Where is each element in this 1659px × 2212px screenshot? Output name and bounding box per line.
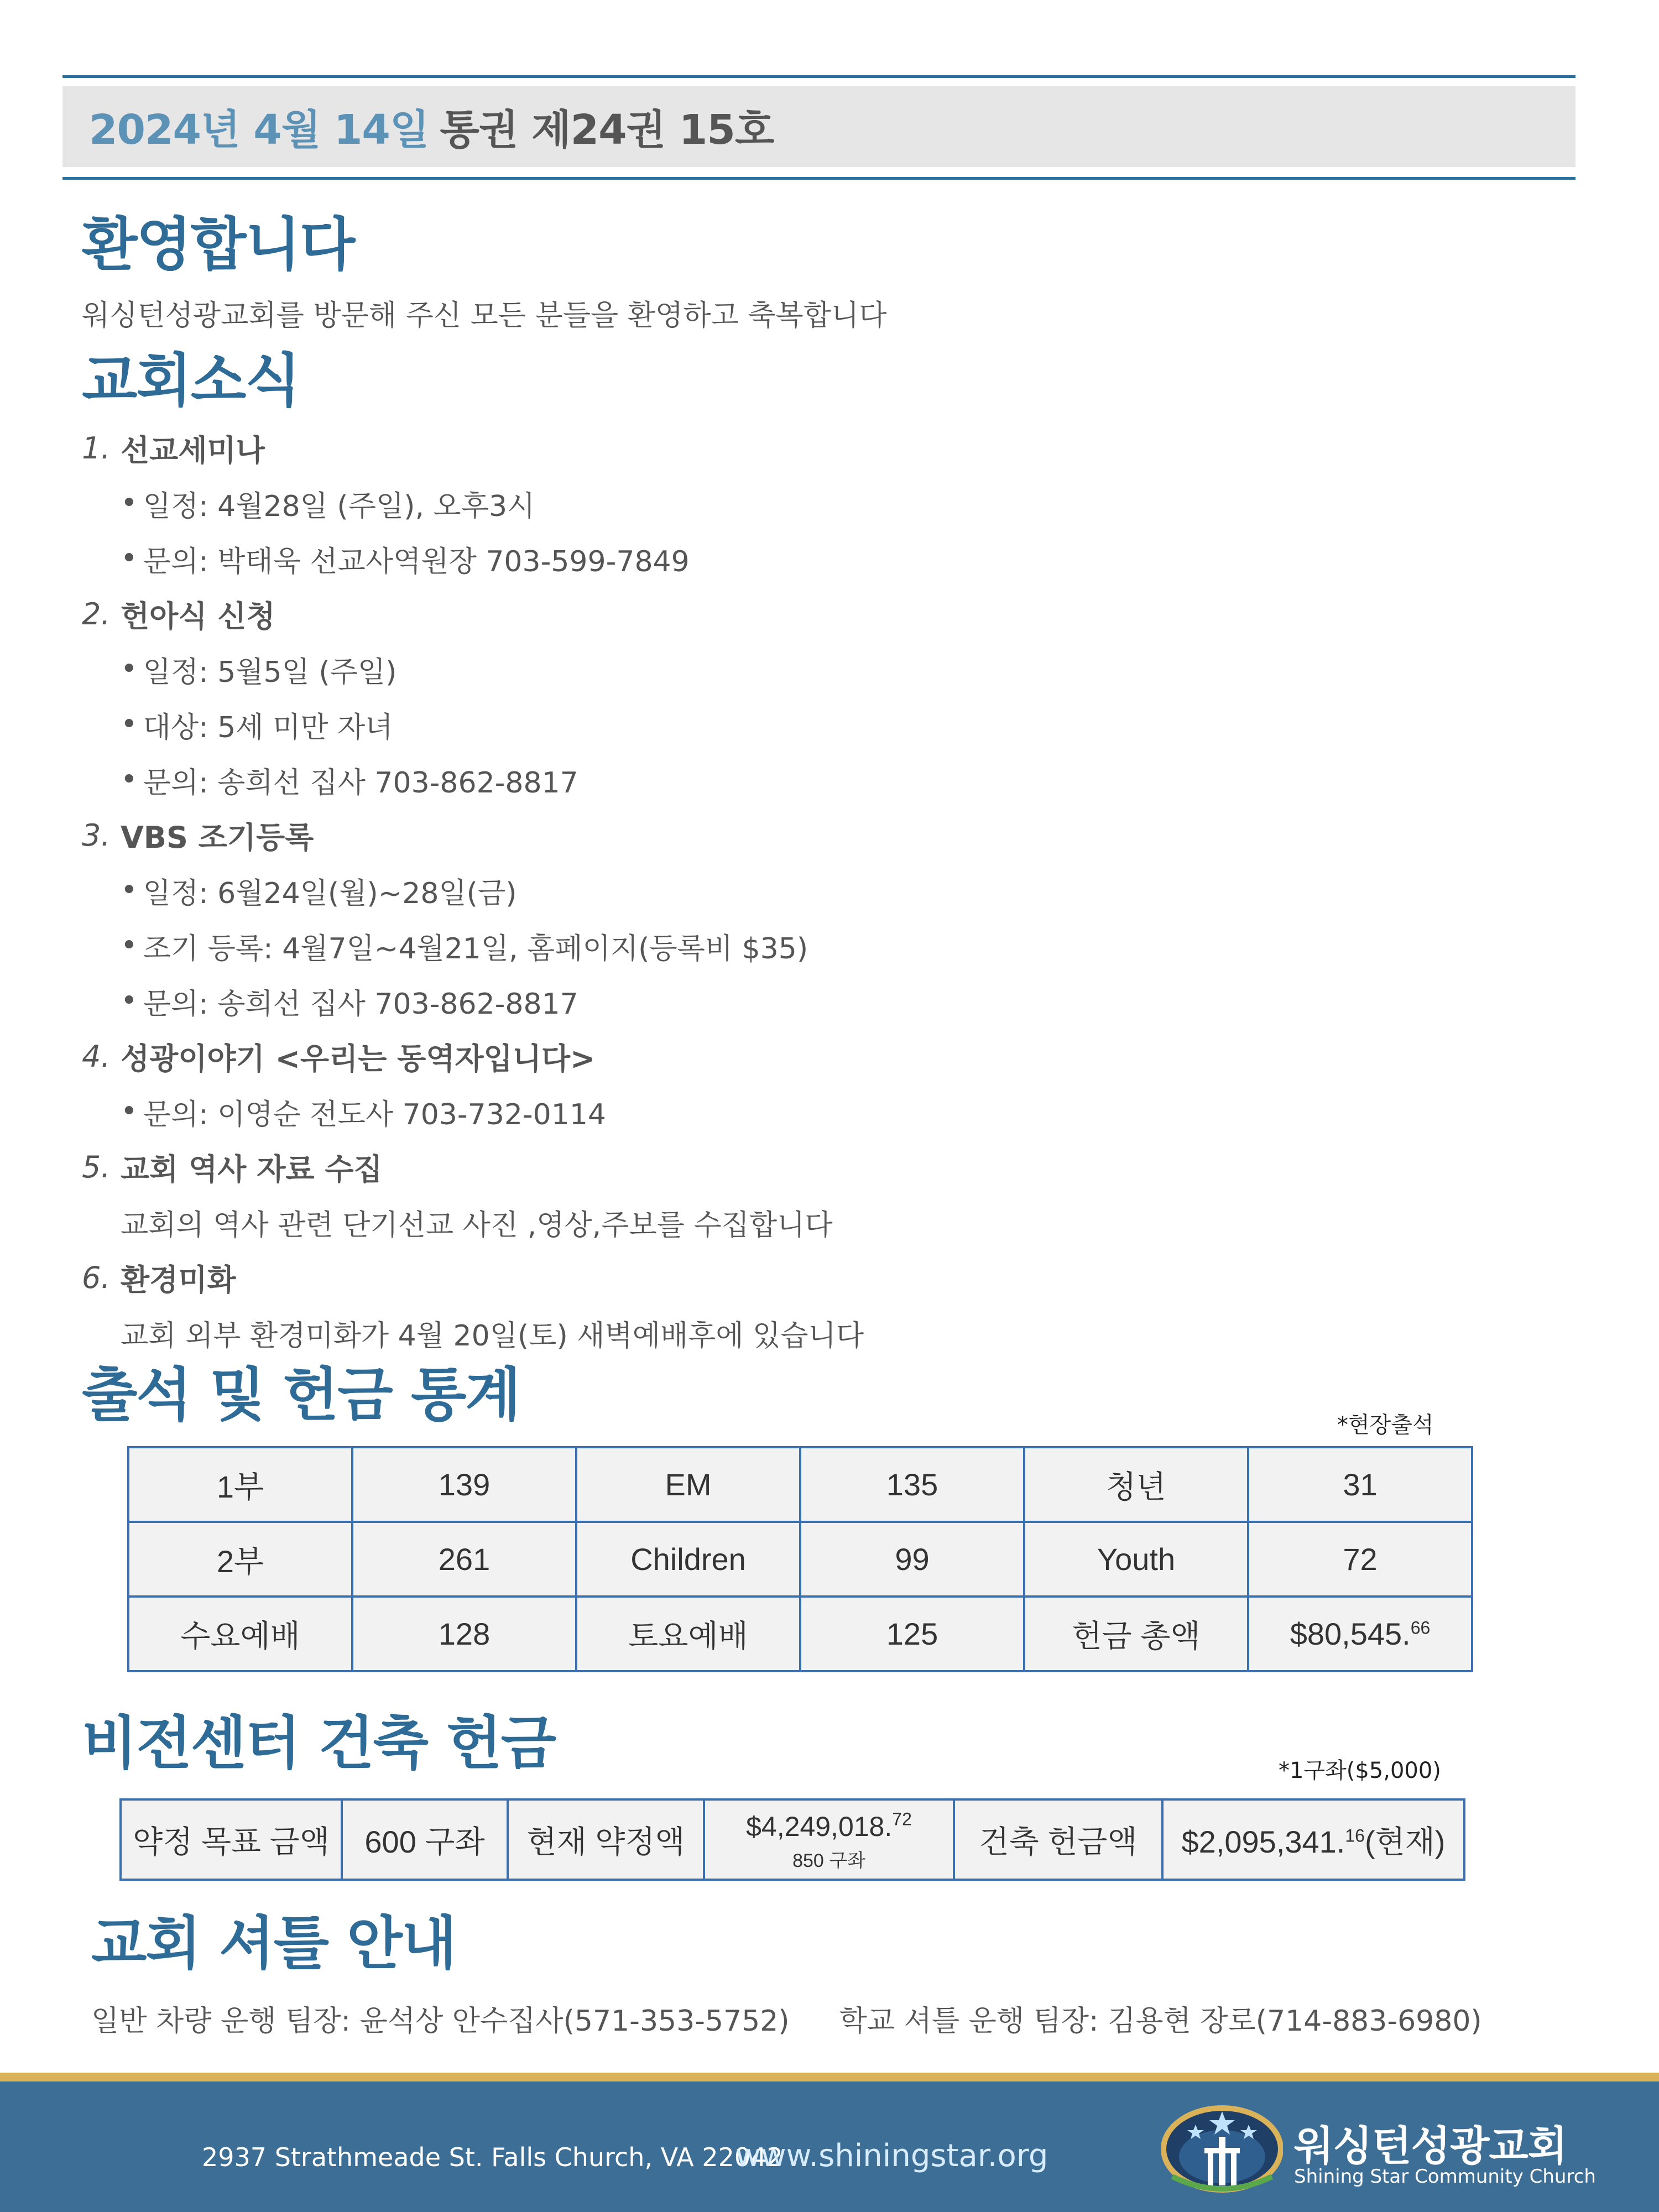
table-cell-label: Children [576, 1522, 800, 1597]
news-title: 교회소식 [82, 347, 300, 414]
top-rule [62, 75, 1575, 78]
table-cell-label: 토요예배 [576, 1597, 800, 1671]
building-note: *1구좌($5,000) [1279, 1758, 1441, 1783]
shuttle-title: 교회 셔틀 안내 [91, 1910, 456, 1977]
table-cell-value: 139 [352, 1447, 576, 1522]
building-fund-label: 건축 헌금액 [954, 1799, 1162, 1880]
current-pledge-count: 850 구좌 [792, 1850, 865, 1871]
news-item-text: 일정: 5월5일 (주일) [143, 655, 397, 689]
table-row [121, 1799, 1464, 1880]
news-list [82, 420, 1575, 1360]
news-item-line [82, 1305, 1575, 1360]
news-item-title [82, 1139, 1575, 1194]
news-item-text: 교회의 역사 관련 단기선교 사진 ,영상,주보를 수집합니다 [121, 1208, 833, 1242]
news-item-line [82, 697, 1575, 752]
current-pledge-cents: 72 [892, 1808, 912, 1829]
welcome-text: 워싱턴성광교회를 방문해 주신 모든 분들을 환영하고 축복합니다 [82, 299, 887, 332]
news-item-number: 3. [82, 817, 111, 853]
news-item-line [82, 641, 1575, 697]
attendance-note: *현장출석 [1337, 1412, 1434, 1438]
pledge-goal-label: 약정 목표 금액 [121, 1799, 342, 1880]
bullet-icon: • [121, 653, 138, 686]
building-fund-value: $2,095,341. [1181, 1824, 1345, 1859]
attendance-table [127, 1446, 1473, 1672]
shuttle-info [91, 1997, 1482, 2039]
building-fund-suffix: (현재) [1364, 1824, 1446, 1859]
table-cell-label: 2부 [128, 1522, 352, 1597]
church-name-english: Shining Star Community Church [1294, 2166, 1596, 2188]
news-item-text: 일정: 4월28일 (주일), 오후3시 [143, 489, 535, 523]
news-item-text: 문의: 송희선 집사 703-862-8817 [143, 766, 578, 800]
bulletin-date: 2024년 4월 14일 [89, 106, 429, 154]
footer [0, 2081, 1659, 2212]
date-bar [62, 86, 1575, 167]
news-item-label: 환경미화 [121, 1262, 236, 1297]
news-item-line [82, 531, 1575, 586]
building-table [119, 1798, 1465, 1881]
table-cell-value: 31 [1248, 1447, 1472, 1522]
table-cell-value: 135 [800, 1447, 1024, 1522]
table-cell-label: 헌금 총액 [1024, 1597, 1248, 1671]
table-cell-value: 261 [352, 1522, 576, 1597]
news-item-number: 4. [82, 1039, 111, 1074]
news-item-number: 6. [82, 1260, 111, 1295]
news-item-line [82, 918, 1575, 973]
news-item-line [82, 1194, 1575, 1250]
news-item-number: 1. [82, 430, 111, 466]
table-cell-value: 125 [800, 1597, 1024, 1671]
bullet-icon: • [121, 487, 138, 520]
news-item-text: 문의: 송희선 집사 703-862-8817 [143, 987, 578, 1021]
bullet-icon: • [121, 708, 138, 741]
news-item-text: 대상: 5세 미만 자녀 [143, 711, 393, 744]
footer-stripe [0, 2073, 1659, 2081]
offering-total-cents: 66 [1410, 1618, 1431, 1638]
news-item-line [82, 476, 1575, 531]
news-item-label: 성광이야기 <우리는 동역자입니다> [121, 1041, 596, 1076]
church-name-korean: 워싱턴성광교회 [1294, 2122, 1567, 2170]
offering-total-value: $80,545. [1290, 1616, 1411, 1651]
bullet-icon: • [121, 984, 138, 1018]
church-logo [1161, 2104, 1596, 2198]
bullet-icon: • [121, 542, 138, 575]
news-item-text: 일정: 6월24일(월)~28일(금) [143, 877, 517, 910]
current-pledge-value: $4,249,018. [746, 1811, 893, 1842]
news-item-number: 2. [82, 596, 111, 632]
news-item-title [82, 807, 1575, 863]
shuttle-general: 일반 차량 운행 팀장: 윤석상 안수집사(571-353-5752) [91, 2005, 790, 2038]
building-fund-cents: 16 [1345, 1825, 1365, 1845]
bulletin-volume: 통권 제24권 15호 [440, 106, 774, 154]
table-row [128, 1447, 1472, 1522]
news-item-text: 문의: 이영순 전도사 703-732-0114 [143, 1098, 607, 1131]
table-cell-value: 99 [800, 1522, 1024, 1597]
news-item-text: 조기 등록: 4월7일~4월21일, 홈페이지(등록비 $35) [143, 932, 808, 966]
bullet-icon: • [121, 1095, 138, 1128]
building-fund-cell [1162, 1799, 1464, 1880]
table-row [128, 1522, 1472, 1597]
attendance-title: 출석 및 헌금 통계 [82, 1361, 520, 1428]
table-cell-value: 72 [1248, 1522, 1472, 1597]
news-item-title [82, 420, 1575, 476]
news-item-title [82, 586, 1575, 641]
church-emblem-icon [1161, 2104, 1283, 2198]
shuttle-school: 학교 셔틀 운행 팀장: 김용현 장로(714-883-6980) [839, 2005, 1482, 2038]
news-item-line [82, 1084, 1575, 1139]
news-item-title [82, 1029, 1575, 1084]
news-item-title [82, 1250, 1575, 1305]
bullet-icon: • [121, 874, 138, 907]
welcome-title: 환영합니다 [82, 211, 354, 278]
news-item-label: 교회 역사 자료 수집 [121, 1151, 383, 1187]
church-website-link[interactable]: www.shiningstar.org [735, 2138, 1048, 2174]
news-item-line [82, 863, 1575, 918]
bullet-icon: • [121, 763, 138, 796]
news-item-line [82, 752, 1575, 807]
current-pledge-label: 현재 약정액 [508, 1799, 704, 1880]
table-cell-label: Youth [1024, 1522, 1248, 1597]
table-cell-label: 청년 [1024, 1447, 1248, 1522]
bullet-icon: • [121, 929, 138, 962]
pledge-goal-value: 600 구좌 [342, 1799, 508, 1880]
news-item-label: VBS 조기등록 [121, 820, 314, 855]
news-item-number: 5. [82, 1149, 111, 1185]
news-item-label: 헌아식 신청 [121, 598, 275, 634]
table-row [128, 1597, 1472, 1671]
table-cell-label: 수요예배 [128, 1597, 352, 1671]
news-item-label: 선교세미나 [121, 432, 265, 468]
current-pledge-cell [704, 1799, 954, 1880]
table-cell-label: 1부 [128, 1447, 352, 1522]
building-title: 비전센터 건축 헌금 [82, 1709, 556, 1777]
news-item-text: 교회 외부 환경미화가 4월 20일(토) 새벽예배후에 있습니다 [121, 1319, 864, 1353]
header-bottom-rule [62, 177, 1575, 180]
news-item-text: 문의: 박태욱 선교사역원장 703-599-7849 [143, 545, 690, 578]
table-cell-label: EM [576, 1447, 800, 1522]
news-item-line [82, 973, 1575, 1029]
offering-total-cell [1248, 1597, 1472, 1671]
table-cell-value: 128 [352, 1597, 576, 1671]
church-address: 2937 Strathmeade St. Falls Church, VA 22042 [202, 2142, 783, 2172]
